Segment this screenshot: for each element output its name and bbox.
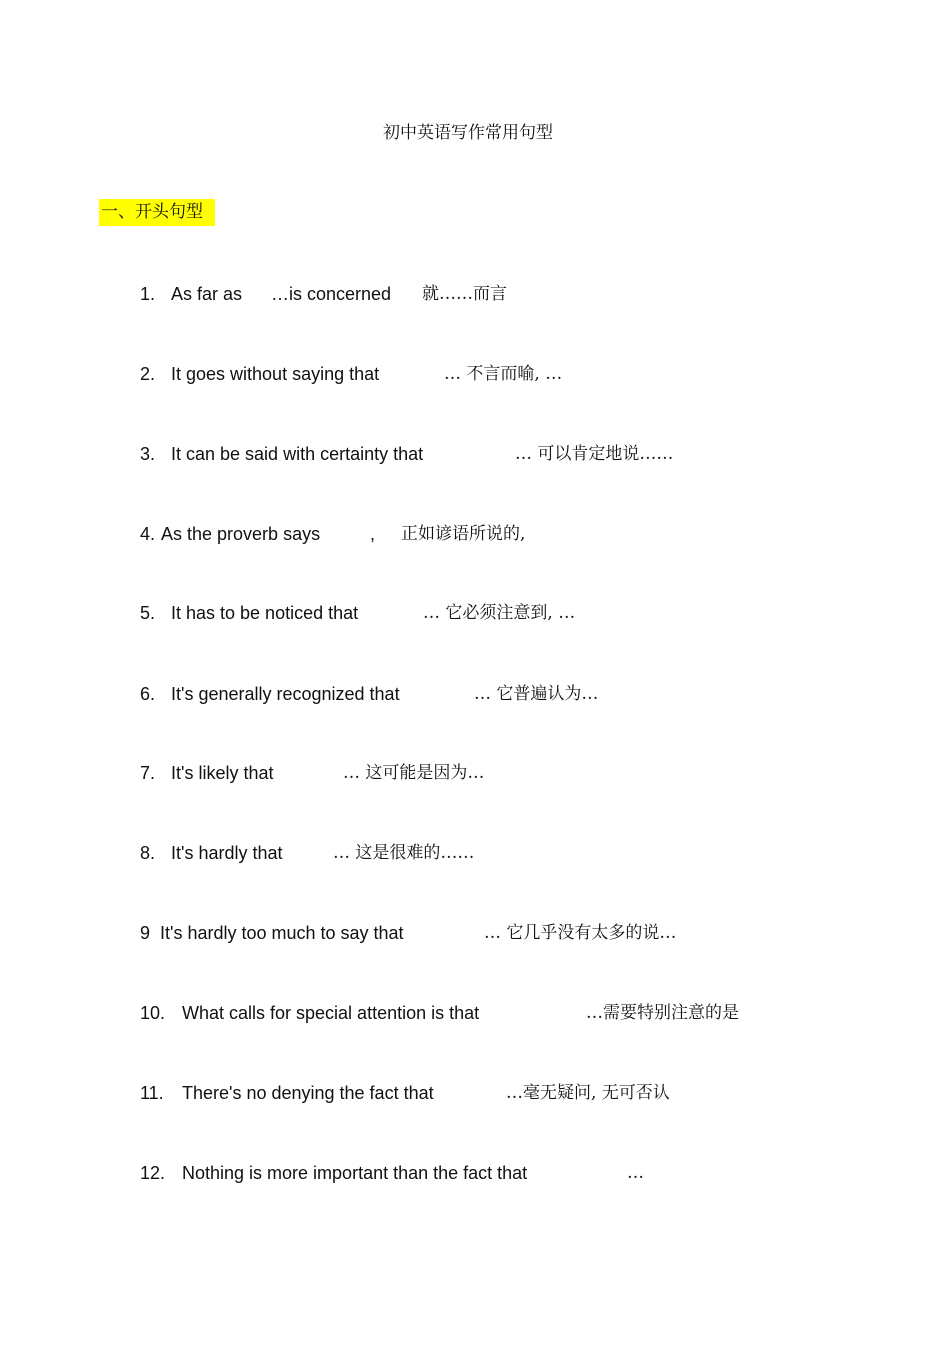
sentence-chinese: … 不言而喻, … [444, 364, 563, 384]
sentence-number: 5. [140, 603, 156, 623]
sentence-english: It goes without saying that [171, 364, 380, 384]
sentence-english: Nothing is more important than the fact that [182, 1163, 528, 1183]
sentence-chinese: … 这可能是因为… [343, 763, 485, 783]
section-heading-opening-patterns: 一、开头句型 [99, 199, 215, 226]
sentence-number: 11. [140, 1083, 164, 1103]
sentence-number: 4. [140, 524, 156, 544]
sentence-english: It has to be noticed that [171, 603, 359, 623]
sentence-chinese: 就……而言 [422, 284, 507, 304]
sentence-english: What calls for special attention is that [182, 1003, 480, 1023]
sentence-english: There's no denying the fact that [182, 1083, 434, 1103]
sentence-number: 3. [140, 444, 156, 464]
page-title: 初中英语写作常用句型 [383, 123, 553, 143]
sentence-number: 6. [140, 684, 156, 704]
sentence-number: 1. [140, 284, 156, 304]
sentence-number: 8. [140, 843, 156, 863]
sentence-number: 12. [140, 1163, 166, 1183]
sentence-english: As far as [171, 284, 243, 304]
sentence-chinese: 正如谚语所说的, [401, 524, 526, 544]
sentence-chinese: …需要特别注意的是 [586, 1003, 739, 1023]
sentence-english: It's hardly too much to say that [160, 923, 404, 943]
sentence-chinese: … 它普遍认为… [474, 684, 599, 704]
sentence-number: 9 [140, 923, 151, 943]
sentence-english: As the proverb says [161, 524, 321, 544]
sentence-english: It can be said with certainty that [171, 444, 424, 464]
sentence-number: 2. [140, 364, 156, 384]
sentence-english: It's generally recognized that [171, 684, 400, 704]
sentence-chinese: … 它几乎没有太多的说… [484, 923, 677, 943]
sentence-english: It's likely that [171, 763, 274, 783]
sentence-chinese: … 它必须注意到, … [423, 603, 576, 623]
sentence-number: 7. [140, 763, 156, 783]
sentence-english: It's hardly that [171, 843, 283, 863]
sentence-connector: …is concerned [271, 284, 392, 304]
sentence-chinese: … 这是很难的…… [333, 843, 475, 863]
sentence-chinese: … [627, 1163, 644, 1183]
sentence-number: 10. [140, 1003, 166, 1023]
sentence-chinese: … 可以肯定地说…… [515, 444, 674, 464]
sentence-connector: , [370, 524, 376, 544]
sentence-chinese: …毫无疑问, 无可否认 [506, 1083, 670, 1103]
